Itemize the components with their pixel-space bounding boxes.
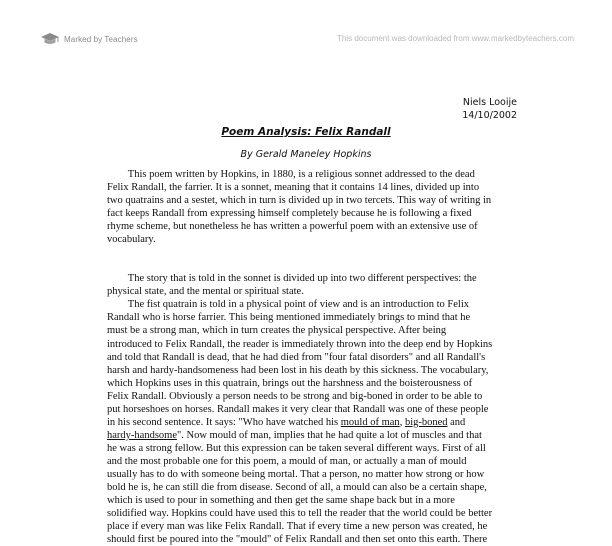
essay-body: [107, 168, 519, 546]
mortarboard-icon: [40, 32, 60, 46]
text-line: which Hopkins uses in this quatrain, brings out the harshness and the boisterousness of: [107, 377, 473, 389]
author-name: Niels Looije: [462, 97, 517, 108]
site-header: [0, 0, 612, 62]
text-line: and told that Randall is dead, that he had died from "four fatal disorders" and all Randall's: [107, 351, 486, 363]
text-run: and: [447, 416, 466, 428]
quote-big-boned: big-boned: [404, 416, 448, 428]
text-line: and the most probable one for this poem, a mould of man, or actually a man of mould: [107, 455, 467, 467]
brand-logo[interactable]: [40, 32, 138, 46]
paragraph-gap: [107, 246, 519, 259]
author-block: [462, 96, 517, 122]
text-line: The fist quatrain is told in a physical point of view and is an introduction to Felix: [107, 299, 470, 311]
text-run: ,: [399, 416, 405, 428]
text-line: place if every man was like Felix Randall. That if every time a new person was created, he: [107, 521, 488, 533]
text-line: which is used to pour in something and then get the same shape back but in a more: [107, 495, 455, 507]
text-line: bold he is, he can still die from disease. Second of all, a mould can also be a certain shape,: [107, 482, 487, 494]
text-run: ". Now mould of man, implies that he had quite a lot of muscles and that: [176, 429, 482, 441]
text-line-with-quote: [107, 429, 519, 442]
text-line: solidified way. Hopkins could have used this to tell the reader that the world could be better: [107, 508, 493, 520]
paragraph-gap: [107, 259, 519, 272]
text-line: two quatrains and a sestet, which in turn is divided up in two tercets. This way of writing in: [107, 195, 492, 207]
text-line: introduced to Felix Randall, the reader is immediately thrown into the deep end by Hopkins: [107, 338, 493, 350]
text-line: usually has to do with someone being mortal. That a person, no matter how strong or how: [107, 468, 485, 480]
text-line: harsh and hardy-handsomeness had been lost in his death by this sickness. The vocabulary,: [107, 364, 489, 376]
quote-hardy-handsome: hardy-handsome: [107, 429, 177, 441]
text-line-with-quote: [107, 416, 519, 429]
text-line: Felix Randall, the farrier. It is a sonnet, meaning that it contains 14 lines, divided up into: [107, 182, 480, 194]
download-watermark: This document was downloaded from www.markedbyteachers.com: [337, 34, 574, 43]
text-line: Randall who is horse farrier. This being mentioned immediately brings to mind that he: [107, 312, 471, 324]
brand-name: Marked by Teachers: [64, 34, 138, 44]
text-line: should first be poured into the "mould" of Felix Randall and then set onto this earth. There: [107, 534, 488, 546]
text-line: he was a strong fellow. But this expression can be taken several different ways. First of all: [107, 442, 486, 454]
document-byline: By Gerald Maneley Hopkins: [240, 149, 372, 160]
document-title: Poem Analysis: Felix Randall: [221, 126, 391, 138]
text-line: Felix Randall. Obviously a person needs to be strong and big-boned in order to be able to: [107, 390, 483, 402]
document-date: 14/10/2002: [462, 110, 517, 121]
text-line: rhyme scheme, but nonetheless he has written a powerful poem with an extensive use of: [107, 221, 478, 233]
text-line: vocabulary.: [107, 234, 156, 246]
text-run: in his second sentence. It says: "Who have watched his: [107, 416, 341, 428]
text-line: The story that is told in the sonnet is divided up into two different perspectives: the: [107, 273, 477, 285]
text-line: This poem written by Hopkins, in 1880, is a religious sonnet addressed to the dead: [107, 169, 475, 180]
text-line: fact keeps Randall from expressing himself completely because he is following a fixed: [107, 208, 472, 220]
text-line: must be a strong man, which in turn creates the physical perspective. After being: [107, 325, 447, 337]
text-line: physical state, and the mental or spiritual state.: [107, 286, 304, 298]
text-line: put horseshoes on horses. Randall makes it very clear that Randall was one of these people: [107, 403, 489, 415]
quote-mould-of-man: mould of man: [340, 416, 400, 428]
